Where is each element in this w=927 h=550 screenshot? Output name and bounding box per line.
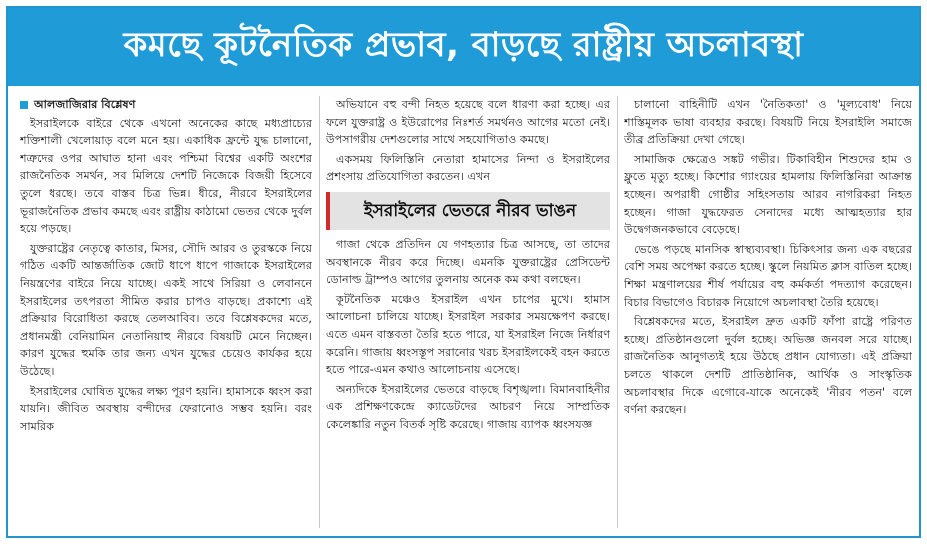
square-bullet-icon — [20, 101, 28, 109]
article-column-2 — [326, 96, 610, 530]
headline: কমছে কূটনৈতিক প্রভাব, বাড়ছে রাষ্ট্রীয় অচলাবস্থা — [123, 24, 804, 65]
news-clipping — [6, 6, 921, 538]
paragraph: সামাজিক ক্ষেত্রেও সঙ্কট গভীর। টিকাবিহীন শিশুদের হাম ও ফ্লুতে মৃত্যু হচ্ছে। কিশোর গ্যাংয়ের হামলায় ফিলিস্তিনিরা আক্রান্ত হচ্ছেন। অপরাধী গোষ্ঠীর সহিংসতায় আরব নাগরিকরা নিহত হচ্ছেন। গাজা যুদ্ধফেরত সেনাদের মধ্যে আত্মহত্যার হার উদ্বেগজনকভাবে বেড়েছে। — [624, 152, 912, 237]
subheading: ইসরাইলের ভেতরে নীরব ভাঙন — [326, 192, 610, 230]
byline-text: আলজাজিরার বিশ্লেষণ — [34, 98, 136, 111]
paragraph: গাজা থেকে প্রতিদিন যে গণহত্যার চিত্র আসছে, তা তাদের অবস্থানকে নীরব করে দিচ্ছে। এমনকি যুক্তরাষ্ট্রের প্রেসিডেন্ট ডোনাল্ড ট্রাম্পও আগের তুলনায় অনেক কম কথা বলছেন। — [326, 237, 610, 287]
paragraph: চালানো বাহিনীটি এখন 'নৈতিকতা' ও 'মূল্যবোধ' নিয়ে শাস্তিমূলক ভাষা ব্যবহার করছে। বিষয়টি নিয়ে ইসরাইলি সমাজে তীব্র প্রতিক্রিয়া দেখা গেছে। — [624, 98, 912, 147]
paragraph: অভিযানে বহু বন্দী নিহত হয়েছে বলে ধারণা করা হচ্ছে। এর ফলে যুক্তরাষ্ট্র ও ইউরোপের নিঃশর্ত সমর্থনও আগের মতো নেই। উপসাগরীয় দেশগুলোর সাথে সহযোগিতাও কমছে। — [326, 98, 610, 147]
column-divider — [617, 96, 618, 528]
column-divider — [319, 96, 320, 528]
paragraph: একসময় ফিলিস্তিনি নেতারা হামাসের নিন্দা ও ইসরাইলের প্রশংসায় প্রতিযোগিতা করতেন। এখন — [326, 152, 610, 184]
paragraph: ইসরাইলকে বাইরে থেকে এখনো অনেকের কাছে মধ্যপ্রাচ্যের শক্তিশালী খেলোয়াড় বলে মনে হয়। একাধিক ফ্রন্টে যুদ্ধ চালানো, শত্রুদের ওপর আঘাত হানা এবং পশ্চিমা বিশ্বের একটি অংশের রাজনৈতিক সমর্থন, সব মিলিয়ে দেশটি নিজেকে বিজয়ী হিসেবে তুলে ধরছে। তবে বাস্তব চিত্র ভিন্ন। ধীরে, নীরবে ইসরাইলের ভূরাজনৈতিক প্রভাব কমছে এবং রাষ্ট্রীয় কাঠামো ভেতর থেকে দুর্বল হয়ে পড়ছে। — [20, 116, 312, 236]
byline — [20, 96, 312, 114]
paragraph: বিশ্লেষকদের মতে, ইসরাইল দ্রুত একটি ফাঁপা রাষ্ট্রে পরিণত হচ্ছে। প্রতিষ্ঠানগুলো দুর্বল হচ্ছে। অভিজ্ঞ জনবল সরে যাচ্ছে। রাজনৈতিক আনুগত্যই হয়ে উঠছে প্রধান যোগ্যতা। এই প্রক্রিয়া চলতে থাকলে দেশটি প্রাতিষ্ঠানিক, আর্থিক ও সাংস্কৃতিক অচলাবস্থার দিকে এগোবে-যাকে অনেকেই 'নীরব পতন' বলে বর্ণনা করছেন। — [624, 315, 912, 417]
paragraph: যুক্তরাষ্ট্রের নেতৃত্বে কাতার, মিসর, সৌদি আরব ও তুরস্ককে নিয়ে গঠিত একটি আন্তর্জাতিক জোট ধাপে ধাপে গাজাকে ইসরাইলের নিয়ন্ত্রণের বাইরে নিয়ে যাচ্ছে। একই সাথে সিরিয়া ও লেবাননে ইসরাইলের তৎপরতা সীমিত করার চাপও বাড়ছে। প্রকাশ্যে এই প্রক্রিয়ার বিরোধিতা করছে তেলআবিব। তবে বিশ্লেষকদের মতে, প্রধানমন্ত্রী বেনিয়ামিন নেতানিয়াহু নীরবে বিষয়টি মেনে নিচ্ছেন। কারণ যুদ্ধের হুমকি তার জন্য এখন যুদ্ধের চেয়েও কার্যকর হয়ে উঠেছে। — [20, 241, 312, 378]
paragraph: অন্যদিকে ইসরাইলের ভেতরে বাড়ছে বিশৃঙ্খলা। বিমানবাহিনীর এক প্রশিক্ষণকেন্দ্রে ক্যাডেটদের আচরণ নিয়ে সাম্প্রতিক কেলেঙ্কারি নতুন বিতর্ক সৃষ্টি করেছে। গাজায় ব্যাপক ধ্বংসযজ্ঞ — [326, 382, 610, 431]
paragraph: কূটনৈতিক মঞ্চেও ইসরাইল এখন চাপের মুখে। হামাস আলোচনা চালিয়ে যাচ্ছে। ইসরাইল সরকার সময়ক্ষেপণ করছে। এতে এমন বাস্তবতা তৈরি হতে পারে, যা ইসরাইল নিজে নির্ধারণ করেনি। গাজায় ধ্বংসস্তূপ সরানোর খরচ ইসরাইলকেই বহন করতে হতে পারে-এমন কথাও আলোচনায় এসেছে। — [326, 292, 610, 377]
paragraph: ইসরাইলের ঘোষিত যুদ্ধের লক্ষ্য পূরণ হয়নি। হামাসকে ধ্বংস করা যায়নি। জীবিত অবস্থায় বন্দীদের ফেরানোও সম্ভব হয়নি। বরং সামরিক — [20, 384, 312, 433]
paragraph: ভেঙে পড়ছে মানসিক স্বাস্থ্যব্যবস্থা। চিকিৎসার জন্য এক বছরের বেশি সময় অপেক্ষা করতে হচ্ছে। স্কুলে নিয়মিত ক্লাস বাতিল হচ্ছে। শিক্ষা মন্ত্রণালয়ের শীর্ষ পর্যায়ের বহু কর্মকর্তা পদত্যাগ করেছেন। বিচার বিভাগেও বিচারক নিয়োগে অচলাবস্থা তৈরি হয়েছে। — [624, 242, 912, 309]
headline-banner — [8, 8, 919, 86]
article-column-1 — [20, 96, 312, 530]
article-column-3 — [624, 96, 912, 530]
